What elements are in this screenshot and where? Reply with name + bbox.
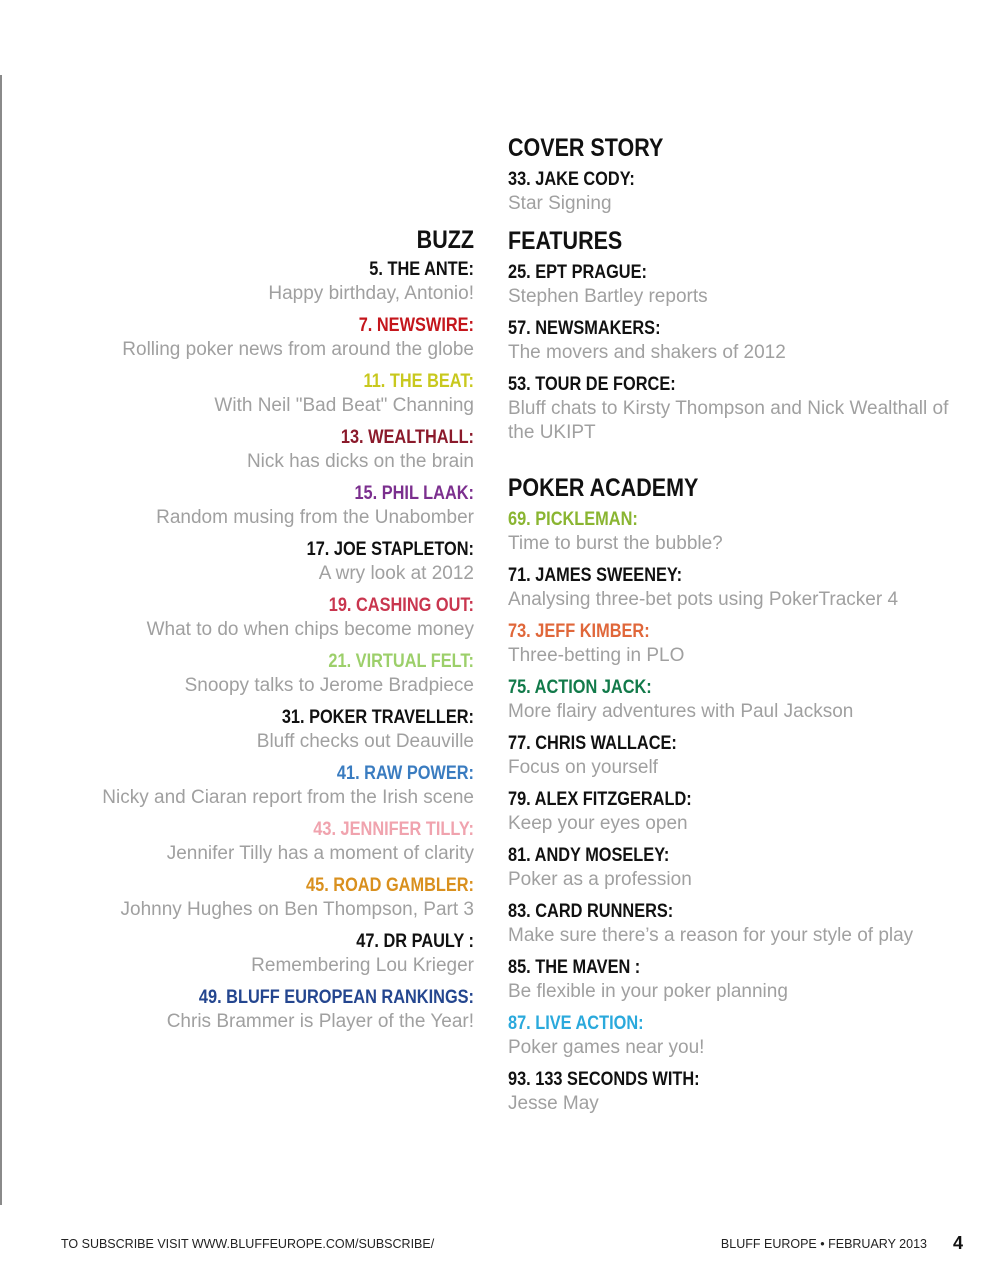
entry-heading: 49. BLUFF EUROPEAN RANKINGS: [198,987,474,1008]
entry-heading: 69. PICKLEMAN: [508,509,638,530]
contents-entry[interactable] [60,482,474,538]
contents-entry[interactable] [508,788,968,844]
entry-heading: 21. VIRTUAL FELT: [328,651,474,672]
entry-description: Johnny Hughes on Ben Thompson, Part 3 [120,899,474,920]
poker-academy-list [508,508,968,1124]
entry-description: Time to burst the bubble? [508,533,723,554]
buzz-section [60,225,474,1042]
entry-heading: 47. DR PAULY : [356,931,474,952]
entry-description: Focus on yourself [508,757,658,778]
entry-description: Be flexible in your poker planning [508,981,788,1002]
entry-heading: 15. PHIL LAAK: [354,483,474,504]
contents-entry[interactable] [508,620,968,676]
entry-heading: 93. 133 SECONDS WITH: [508,1069,700,1090]
entry-heading: 53. TOUR DE FORCE: [508,374,676,395]
entry-heading: 33. JAKE CODY: [508,169,635,190]
contents-entry[interactable] [60,706,474,762]
entry-description: Happy birthday, Antonio! [268,283,474,304]
contents-entry[interactable] [508,732,968,788]
entry-description: Stephen Bartley reports [508,286,708,307]
contents-entry[interactable] [508,168,968,224]
entry-heading: 83. CARD RUNNERS: [508,901,674,922]
entry-heading: 85. THE MAVEN : [508,957,641,978]
subscribe-footer[interactable]: TO SUBSCRIBE VISIT WWW.BLUFFEUROPE.COM/SUBSCRIBE/ [61,1237,435,1251]
entry-heading: 73. JEFF KIMBER: [508,621,650,642]
entry-heading: 11. THE BEAT: [363,371,474,392]
entry-description: Nicky and Ciaran report from the Irish scene [102,787,474,808]
contents-entry[interactable] [60,818,474,874]
entry-description: Rolling poker news from around the globe [122,339,474,360]
contents-entry[interactable] [508,508,968,564]
entry-description: The movers and shakers of 2012 [508,342,786,363]
entry-heading: 81. ANDY MOSELEY: [508,845,670,866]
left-margin-rule [0,75,2,1205]
contents-entry[interactable] [60,650,474,706]
entry-heading: 87. LIVE ACTION: [508,1013,644,1034]
entry-heading: 31. POKER TRAVELLER: [281,707,474,728]
entry-description: Analysing three-bet pots using PokerTracker 4 [508,589,899,610]
buzz-heading: BUZZ [416,226,474,254]
contents-entry[interactable] [508,900,968,956]
entry-heading: 43. JENNIFER TILLY: [313,819,474,840]
entry-description: Nick has dicks on the brain [246,451,474,472]
entry-heading: 79. ALEX FITZGERALD: [508,789,692,810]
contents-entry[interactable] [60,370,474,426]
entry-description: Poker games near you! [508,1037,705,1058]
cover-story-heading: COVER STORY [508,134,664,162]
entry-description: With Neil "Bad Beat" Channing [214,395,474,416]
entry-description: More flairy adventures with Paul Jackson [508,701,854,722]
contents-entry[interactable] [508,373,968,453]
entry-description: What to do when chips become money [146,619,474,640]
contents-entry[interactable] [508,1068,968,1124]
contents-entry[interactable] [508,676,968,732]
contents-entry[interactable] [60,874,474,930]
entry-description: Keep your eyes open [508,813,688,834]
entry-heading: 25. EPT PRAGUE: [508,262,647,283]
contents-entry[interactable] [60,762,474,818]
contents-entry[interactable] [60,930,474,986]
entry-heading: 41. RAW POWER: [336,763,474,784]
entry-heading: 13. WEALTHALL: [340,427,474,448]
contents-entry[interactable] [60,426,474,482]
entry-heading: 45. ROAD GAMBLER: [306,875,474,896]
entry-description: Three-betting in PLO [508,645,685,666]
entry-description: Make sure there’s a reason for your style of play [508,925,914,946]
entry-heading: 77. CHRIS WALLACE: [508,733,677,754]
page-number: 4 [952,1233,963,1253]
entry-heading: 57. NEWSMAKERS: [508,318,661,339]
entry-heading: 17. JOE STAPLETON: [306,539,474,560]
contents-entry[interactable] [60,986,474,1042]
contents-entry[interactable] [60,258,474,314]
poker-academy-heading: POKER ACADEMY [508,474,699,502]
entry-description: Bluff checks out Deauville [256,731,474,752]
contents-right-column [508,133,968,1124]
entry-heading: 19. CASHING OUT: [328,595,474,616]
contents-entry[interactable] [508,1012,968,1068]
entry-description: Star Signing [508,193,612,214]
contents-entry[interactable] [508,844,968,900]
contents-entry[interactable] [508,564,968,620]
entry-description: Snoopy talks to Jerome Bradpiece [184,675,474,696]
entry-description: Random musing from the Unabomber [156,507,474,528]
features-heading: FEATURES [508,227,623,255]
entry-description: Poker as a profession [508,869,692,890]
buzz-list [60,258,474,1042]
entry-heading: 5. THE ANTE: [369,259,474,280]
entry-heading: 7. NEWSWIRE: [358,315,474,336]
contents-entry[interactable] [60,314,474,370]
contents-entry[interactable] [508,261,968,317]
entry-description: Jesse May [508,1093,599,1114]
contents-entry[interactable] [60,594,474,650]
contents-entry[interactable] [508,317,968,373]
entry-description: Chris Brammer is Player of the Year! [166,1011,474,1032]
entry-description: Bluff chats to Kirsty Thompson and Nick Wealthall of the UKIPT [508,398,949,443]
contents-entry[interactable] [508,956,968,1012]
cover-story-list [508,168,968,224]
entry-description: Remembering Lou Krieger [251,955,474,976]
entry-description: A wry look at 2012 [318,563,474,584]
entry-heading: 75. ACTION JACK: [508,677,652,698]
entry-heading: 71. JAMES SWEENEY: [508,565,683,586]
features-list [508,261,968,453]
contents-entry[interactable] [60,538,474,594]
entry-description: Jennifer Tilly has a moment of clarity [166,843,474,864]
issue-footer: BLUFF EUROPE • FEBRUARY 2013 [720,1237,927,1251]
